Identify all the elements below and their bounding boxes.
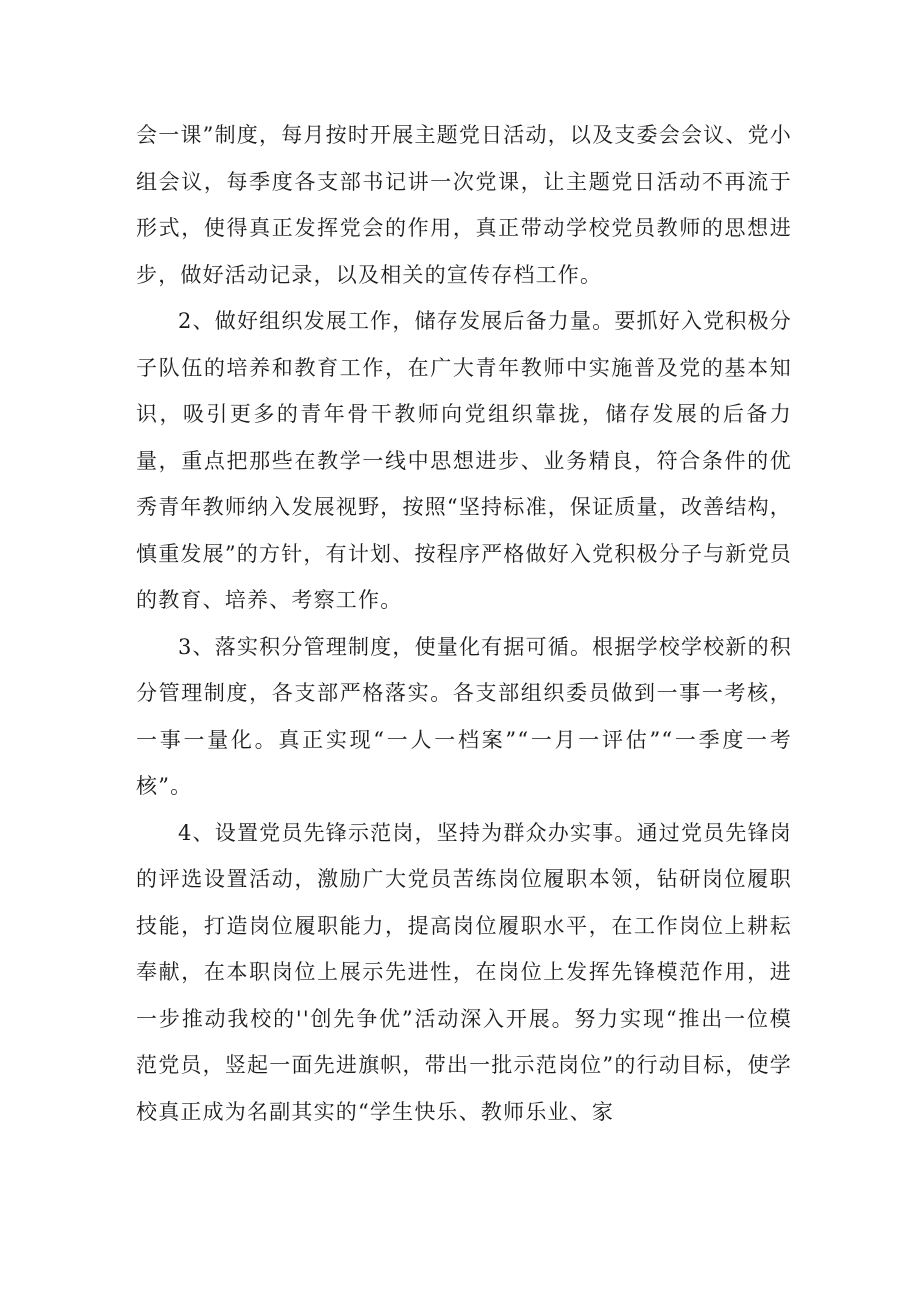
- paragraph-organization-development: 2、做好组织发展工作，储存发展后备力量。要抓好入党积极分子队伍的培养和教育工作，在广大青年教师中实施普及党的基本知识，吸引更多的青年骨干教师向党组织靠拢，储存发展的后备力量，重点把那些在教学一线中思想进步、业务精良，符合条件的优秀青年教师纳入发展视野，按照“坚持标准，保证质量，改善结构，慎重发展”的方针，有计划、按程序严格做好入党积极分子与新党员的教育、培养、考察工作。: [136, 309, 792, 612]
- document-body: [136, 112, 792, 1135]
- paragraph-points-management: 3、落实积分管理制度，使量化有据可循。根据学校学校新的积分管理制度，各支部严格落实。各支部组织委员做到一事一考核，一事一量化。真正实现“一人一档案”“一月一评估”“一季度一考核”。: [136, 634, 792, 798]
- paragraph-continued: 会一课”制度，每月按时开展主题党日活动，以及支委会会议、党小组会议，每季度各支部书记讲一次党课，让主题党日活动不再流于形式，使得真正发挥党会的作用，真正带动学校党员教师的思想进步，做好活动记录，以及相关的宣传存档工作。: [136, 123, 792, 287]
- paragraph-pioneer-posts: 4、设置党员先锋示范岗，坚持为群众办实事。通过党员先锋岗的评选设置活动，激励广大党员苦练岗位履职本领，钻研岗位履职技能，打造岗位履职能力，提高岗位履职水平，在工作岗位上耕耘奉献，在本职岗位上展示先进性，在岗位上发挥先锋模范作用，进一步推动我校的''创先争优”活动深入开展。努力实现“推出一位模范党员，竖起一面先进旗帜，带出一批示范岗位”的行动目标，使学校真正成为名副其实的“学生快乐、教师乐业、家: [136, 820, 792, 1124]
